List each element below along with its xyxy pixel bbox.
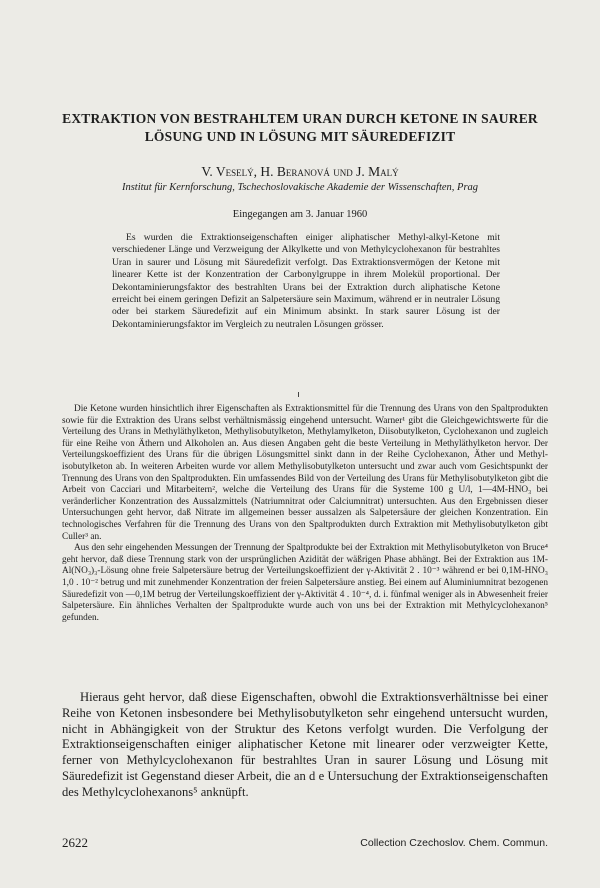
intro-paragraph-1: Die Ketone wurden hinsichtlich ihrer Eigenschaften als Extraktionsmittel für die Trennung des Urans von den Spaltprodukten sowie für die Extraktion des Urans selbst verhältnismässig eingehend untersucht. Warner¹ gibt die Gleichgewichtswerte für die Verteilung des Urans in Methyläthylketon, Methylisobutylketon, Methylamylketon, Diisobutylketon, Cyclohexanon und zugleich für eine Reihe von Äthern und Alkoholen an. Aus diesen Angaben geht die beste Verteilung in Methyläthylketon hervor. Der Verteilungskoeffizient des Urans für die übrigen Lösungsmittel sinkt dann in der Reihe Cyclohexanon, Äther und Methyl-isobutylketon ab. In weiteren Arbeiten wurde vor allem Methylisobutylketon untersucht und zwar auch vom Gesichtspunkt der Trennung des Urans von den Spaltprodukten. Ein umfassendes Bild von der Verteilung des Urans für Methylisobutylketon gibt die Arbeit von Cacciari und Mitarbeitern², welche die Verteilung des Urans für die Systeme 100 g U/l, 1—4M-HNO₃ bei veränderlicher Konzentration des Aussalzmittels (Natriumnitrat oder Calciumnitrat) untersuchten. Aus den Ergebnissen dieser Untersuchungen geht hervor, daß Nitrate im allgemeinen besser aussalzen als Salpetersäure der gleichen Konzentration. Ein technologisches Verfahren für die Trennung des Urans von den Spaltprodukten durch Extraktion mit Methylisobutylketon gibt Culler³ an.	[62, 404, 548, 542]
title-line-1: EXTRAKTION VON BESTRAHLTEM URAN DURCH KETONE IN SAURER	[62, 111, 538, 126]
title-line-2: LÖSUNG UND IN LÖSUNG MIT SÄUREDEFIZIT	[144, 129, 456, 144]
abstract: Es wurden die Extraktionseigenschaften einiger aliphatischer Methyl-alkyl-Ketone mit verschiedener Länge und Verzweigung der Alkylkette und von Methylcyclohexanon für bestrahltes Uran in saurer und Lösung mit Säuredefizit verfolgt. Das Extraktionsvermögen der Ketone mit linearer Kette ist der Konzentration der Carbonylgruppe in ihrem Molekül proportional. Der Dekontaminierungsfaktor des bestrahlten Urans bei der Extraktion durch aliphatische Ketone erreicht bei einem geringen Defizit an Salpetersäure sein Maximum, während er in neutraler Lösung oder bei starkem Säuredefizit auf ein Minimum absinkt. In stark saurer Lösung ist der Dekontaminierungsfaktor im Vergleich zu neutralen Lösungen grösser.	[112, 232, 500, 330]
page-number: 2622	[62, 835, 88, 850]
section-divider-mark	[298, 392, 299, 397]
introduction-small-text	[62, 404, 548, 624]
main-paragraph: Hieraus geht hervor, daß diese Eigenschaften, obwohl die Extraktionsverhältnisse bei einer Reihe von Ketonen insbesondere bei Methylisobutylketon sehr eingehend untersucht wurden, nicht in Abhängigkeit von der Struktur des Ketons verfolgt wurden. Die Verfolgung der Extraktionseigenschaften einiger aliphatischer Ketone mit linearer oder verzweigter Kette, ferner von Methylcyclohexanon für bestrahltes Uran in saurer Lösung und Lösung mit Säuredefizit ist Gegenstand dieser Arbeit, die an d e Untersuchung der Extraktionseigenschaften des Methylcyclohexanons⁵ anknüpft.	[62, 690, 548, 799]
institute: Institut für Kernforschung, Tschechoslovakische Akademie der Wissenschaften, Prag	[121, 182, 479, 193]
intro-paragraph-2: Aus den sehr eingehenden Messungen der Trennung der Spaltprodukte bei der Extraktion mit Methylisobutylketon von Bruce⁴ geht hervor, daß diese Trennung stark von der ursprünglichen Azidität der wäßrigen Phase abhängt. Bei der Extraktion aus 1M-Al(NO₃)₃-Lösung ohne freie Salpetersäure betrug der Verteilungskoeffizient der γ-Aktivität 2 . 10⁻³ während er bei 0,1M-HNO₃ 1,0 . 10⁻² betrug und mit zunehmender Konzentration der freien Salpetersäure anstieg. Bei einem auf Aluminiumnitrat bezogenen Säuredefizit von —0,1M betrug der Verteilungskoeffizient der γ-Aktivität 4 . 10⁻⁴, d. i. fünfmal weniger als in Abwesenheit freier Salpetersäure. Ein ähnliches Verhalten der Spaltprodukte wurde auch von uns bei der Extraktion mit Methylcyclohexanon⁵ gefunden.	[62, 543, 548, 623]
paper-title	[20, 110, 580, 146]
journal-name: Collection Czechoslov. Chem. Commun.	[360, 837, 548, 849]
received-date: Eingegangen am 3. Januar 1960	[232, 209, 368, 220]
authors: V. Veselý, H. Beranová und J. Malý	[201, 164, 399, 179]
